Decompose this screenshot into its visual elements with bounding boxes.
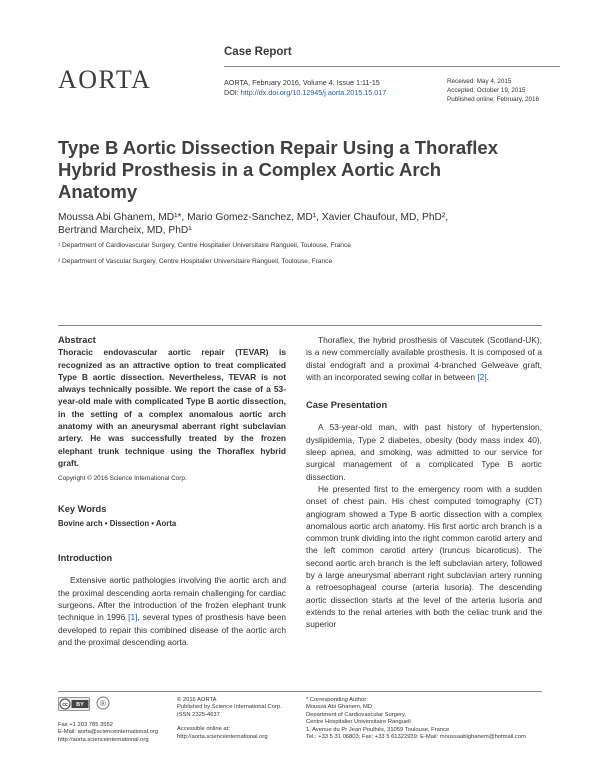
introduction-paragraph <box>58 574 286 648</box>
footer-contact <box>58 722 158 744</box>
corr-dept: Department of Cardiovascular Surgery, <box>306 711 407 718</box>
case-presentation-heading: Case Presentation <box>306 400 388 411</box>
abstract-body: Thoracic endovascular aortic repair (TEVAR) is recognized as an attractive option to treat complicated Type B aortic dissection. Nevertheless, TEVAR is not always technically possible. We report the case of a 53-year-old male with complicated Type B aortic dissection, in the setting of a complex anomalous aortic arch anatomy with an aneurysmal aberrant right subclavian artery. He was successfully treated by the frozen elephant trunk technique using the Thoraflex hybrid graft. <box>58 347 286 468</box>
registered-icon <box>96 696 110 710</box>
authors-line-1: Moussa Abi Ghanem, MD¹*, Mario Gomez-Sanchez, MD¹, Xavier Chaufour, MD, PhD², <box>58 212 449 223</box>
author-list <box>58 211 528 237</box>
footer-fax: Fax +1 203 785 3552 <box>58 722 113 728</box>
footer-published-by: Published by Science International Corp. <box>177 704 282 711</box>
journal-citation <box>224 78 386 97</box>
reference-link[interactable]: [1] <box>128 612 138 623</box>
intro-text-cont: , several types of prosthesis have been developed to repair this combined disease of the aortic arch and the proximal descending aorta. <box>58 612 287 647</box>
journal-issue: AORTA, February 2016, Volume 4, Issue 1:11-15 <box>224 78 380 87</box>
doi-link[interactable]: http://dx.doi.org/10.12945/j.aorta.2015.15.017 <box>240 87 387 97</box>
abstract-heading: Abstract <box>58 335 96 345</box>
case-paragraph-2: He presented first to the emergency room with a sudden onset of chest pain. His chest computed tomography (CT) angiogram showed a Type B aortic dissection with a complex anomalous aortic arch anatomy. His first aortic arch branch is a common trunk dividing into the right common carotid artery and the left common carotid artery (truncus bicaroticus). The second aortic arch branch is the left subclavian artery, followed by a large aneurysmal aberrant right subclavian artery running a retroesophageal course (arteria lusoria). The descending aortic dissection starts at the level of the arteria lusoria and extends to the renal arteries with both the celiac trunk and the superior <box>306 483 542 630</box>
footer-publisher <box>177 697 282 741</box>
corr-label: * Corresponding Author: <box>306 697 368 703</box>
accepted-date: Accepted: October 19, 2015 <box>447 86 526 94</box>
keywords-list: Bovine arch • Dissection • Aorta <box>58 518 177 528</box>
thoraflex-paragraph <box>306 334 542 383</box>
authors-line-2: Bertrand Marcheix, MD, PhD¹ <box>58 225 192 236</box>
abstract-copyright: Copyright © 2016 Science International Corp. <box>58 475 187 483</box>
svg-text:®: ® <box>100 699 106 708</box>
keywords-heading: Key Words <box>58 503 107 514</box>
footer-website[interactable]: http://aorta.scienceinternational.org <box>58 736 149 743</box>
affiliation-1: ¹ Department of Cardiovascular Surgery, Centre Hospitalier Universitaire Rangueil, Toulouse, France <box>58 242 351 249</box>
corr-contact: Tel.: +33 5 31 06803; Fax: +33 5 61322939; E-Mail: moussaabighanem@hotmail.com <box>306 734 526 741</box>
header-rule <box>224 66 560 67</box>
section-label: Case Report <box>224 46 292 58</box>
case-paragraph-1: A 53-year-old man, with past history of hypertension, dyslipidemia, Type 2 diabetes, obesity (body mass index 40), sleep apnea, and smoking, was admitted to our service for surgical management of a complicated Type B aortic dissection. <box>306 422 542 482</box>
footer-accessible-url[interactable]: http://aorta.scienceinternational.org <box>177 733 268 740</box>
svg-text:cc: cc <box>62 702 68 708</box>
corr-address: 1, Avenue du Pr Jean Poulhès, 31059 Toulouse, France <box>306 726 450 733</box>
introduction-heading: Introduction <box>58 553 113 564</box>
thoraflex-text-end: . <box>486 371 489 382</box>
footer-rule <box>58 691 542 692</box>
journal-logo: AORTA <box>58 65 152 94</box>
publication-dates <box>447 78 539 104</box>
footer-email[interactable]: E-Mail: aorta@scienceinternational.org <box>58 729 158 736</box>
reference-link[interactable]: [2] <box>477 371 487 382</box>
footer-issn: ISSN 2325-4637 <box>177 711 220 718</box>
footer-accessible-label: Accessible online at: <box>177 726 230 733</box>
doi-line <box>224 88 386 98</box>
cc-license-icon <box>58 697 90 711</box>
section-divider <box>58 325 542 326</box>
intro-text: Extensive aortic pathologies involving the aortic arch and the proximal descending aorta remain challenging for cardiac surgeons. After the introduction of the frozen elephant trunk technique in 1996 <box>58 575 286 623</box>
received-date: Received: May 4, 2015 <box>447 78 512 85</box>
published-date: Published online: February, 2016 <box>447 95 539 103</box>
doi-prefix: DOI: <box>224 87 241 97</box>
thoraflex-text: Thoraflex, the hybrid prosthesis of Vascutek (Scotland-UK), is a new commercially available prosthesis. It is composed of a distal endograft and a proximal 4-branched Gelweave graft, with an incorporated sewing collar in between <box>306 335 542 382</box>
footer-copyright: © 2016 AORTA <box>177 697 217 703</box>
corresponding-author <box>306 697 526 741</box>
affiliation-2: ² Department of Vascular Surgery, Centre Hospitalier Universitaire Rangueil, Toulouse, France <box>58 258 333 265</box>
right-column <box>306 334 542 631</box>
left-column <box>58 334 286 648</box>
corr-hospital: Centre Hospitalier Universitaire Rangueil <box>306 719 411 726</box>
svg-text:BY: BY <box>76 702 84 708</box>
article-title: Type B Aortic Dissection Repair Using a Thoraflex Hybrid Prosthesis in a Complex Aortic Arch Anatomy <box>58 137 498 202</box>
corr-name: Moussa Abi Ghanem, MD <box>306 704 373 711</box>
